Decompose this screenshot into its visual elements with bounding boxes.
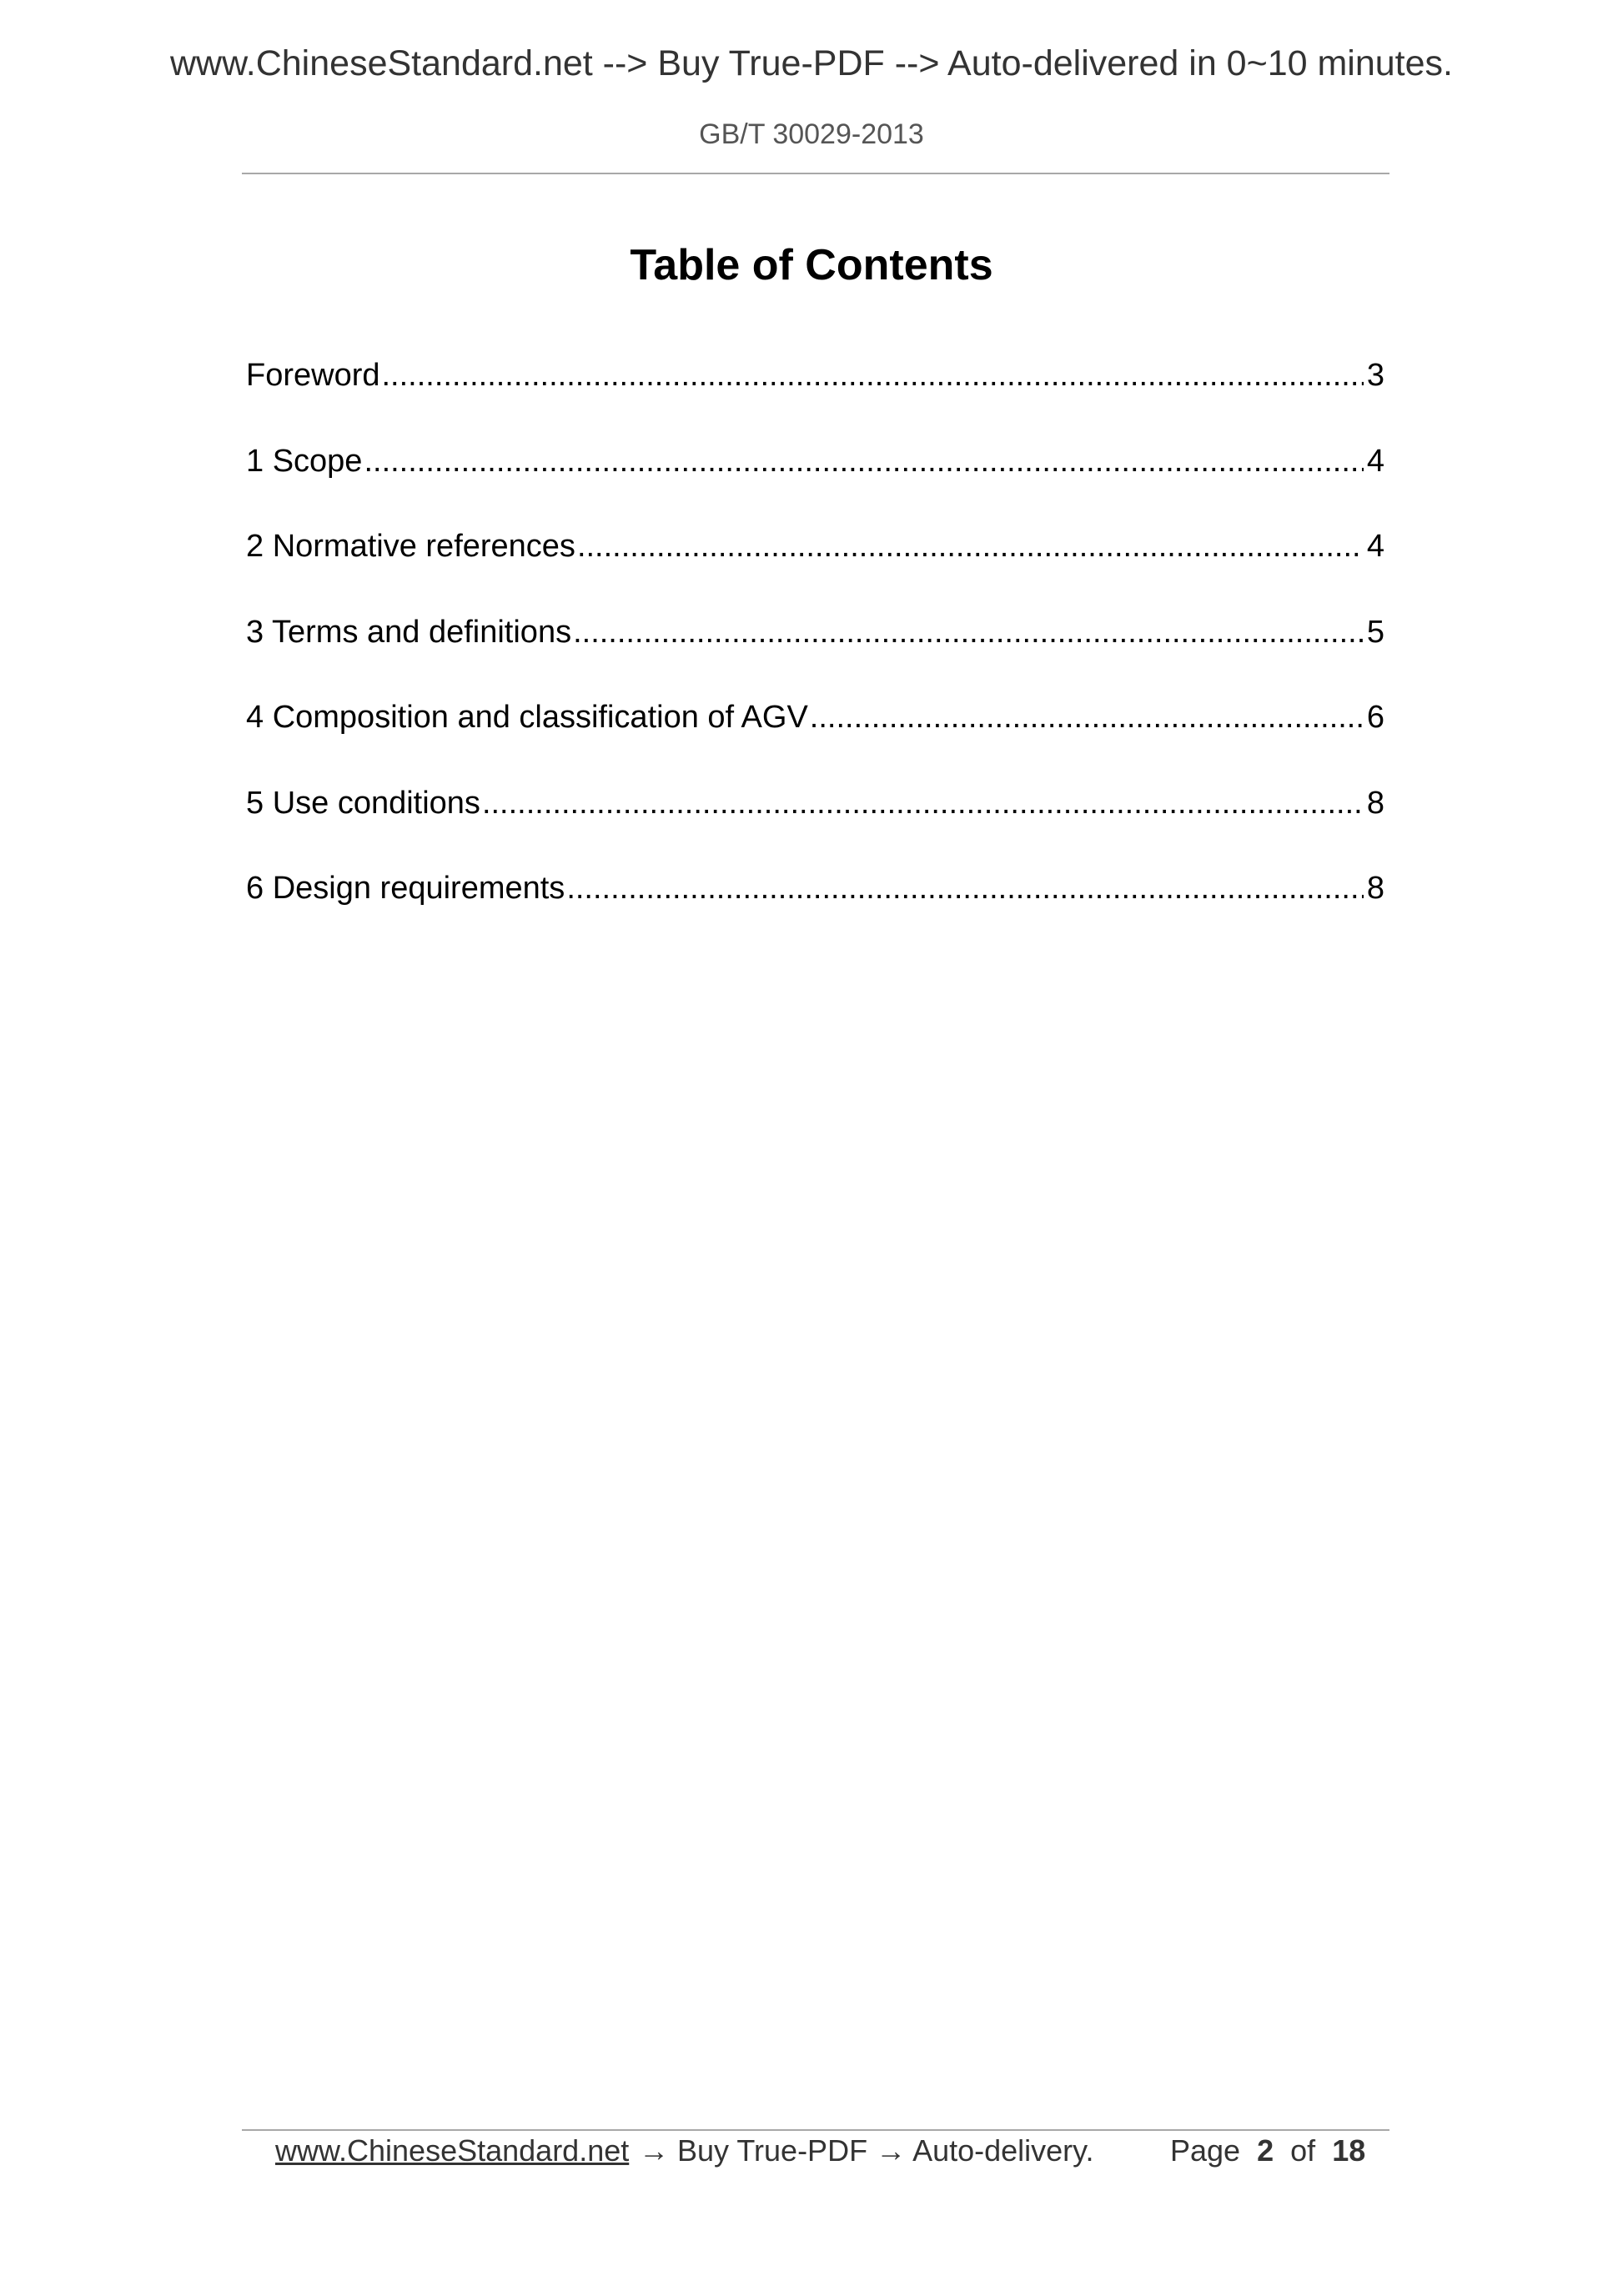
footer-divider — [242, 2129, 1389, 2131]
document-code: GB/T 30029-2013 — [699, 118, 924, 150]
header-divider — [242, 173, 1389, 174]
footer-tagline: → Buy True-PDF → Auto-delivery. — [639, 2133, 1094, 2168]
toc-entry-page: 8 — [1366, 785, 1384, 821]
toc-entry-label: 3 Terms and definitions — [246, 614, 572, 650]
page-title: Table of Contents — [630, 241, 993, 289]
toc-entry-page: 6 — [1366, 700, 1384, 735]
toc-entry-scope[interactable] — [246, 436, 1384, 522]
toc-entry-page: 4 — [1366, 529, 1384, 564]
page-number — [1170, 2133, 1365, 2168]
toc-list — [246, 350, 1384, 949]
toc-entry-page: 3 — [1366, 358, 1384, 393]
toc-dot-leader — [382, 350, 1364, 400]
toc-dot-leader — [577, 521, 1364, 571]
toc-entry-page: 5 — [1366, 614, 1384, 650]
toc-entry-use-conditions[interactable] — [246, 778, 1384, 864]
footer-site-link[interactable]: www.ChineseStandard.net — [275, 2133, 630, 2168]
toc-entry-composition-classification[interactable] — [246, 692, 1384, 778]
current-page-number: 2 — [1257, 2133, 1274, 2168]
toc-entry-label: 4 Composition and classification of AGV — [246, 700, 808, 735]
toc-entry-terms-definitions[interactable] — [246, 607, 1384, 693]
toc-dot-leader — [566, 863, 1364, 913]
page-footer — [275, 2133, 1366, 2175]
toc-entry-page: 4 — [1366, 443, 1384, 479]
total-pages-number: 18 — [1332, 2133, 1366, 2168]
toc-entry-label: Foreword — [246, 358, 380, 393]
toc-dot-leader — [482, 778, 1364, 828]
of-word: of — [1290, 2133, 1316, 2168]
toc-entry-foreword[interactable] — [246, 350, 1384, 436]
toc-entry-normative-references[interactable] — [246, 521, 1384, 607]
toc-dot-leader — [810, 692, 1364, 742]
toc-dot-leader — [573, 607, 1364, 657]
toc-entry-design-requirements[interactable] — [246, 863, 1384, 949]
page-word: Page — [1170, 2133, 1241, 2168]
toc-dot-leader — [364, 436, 1363, 486]
toc-entry-page: 8 — [1366, 871, 1384, 906]
toc-entry-label: 1 Scope — [246, 443, 363, 479]
toc-entry-label: 5 Use conditions — [246, 785, 480, 821]
toc-entry-label: 2 Normative references — [246, 529, 575, 564]
toc-entry-label: 6 Design requirements — [246, 871, 565, 906]
top-banner: www.ChineseStandard.net --> Buy True-PDF --> Auto-delivered in 0~10 minutes. — [169, 43, 1453, 83]
